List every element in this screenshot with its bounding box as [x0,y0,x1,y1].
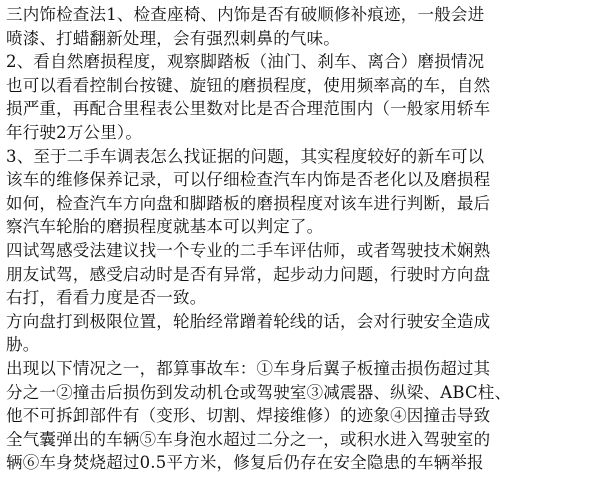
text-line: 损严重，再配合里程表公里数对比是否合理范围内（一般家用轿车 [6,99,491,119]
text-line: 如何，检查汽车方向盘和脚踏板的磨损程度对该车进行判断，最后 [6,193,491,213]
text-line: 3、至于二手车调表怎么找证据的问题，其实程度较好的新车可以 [6,146,485,166]
text-line: 胁。 [6,335,40,355]
text-line: 右打，看看力度是否一致。 [6,288,207,308]
text-line: 全气囊弹出的车辆⑤车身泡水超过二分之一，或积水进入驾驶室的 [6,429,491,449]
text-line: 辆⑥车身焚烧超过0.5平方米，修复后仍存在安全隐患的车辆举报 [6,453,484,473]
text-line: 他不可拆卸部件有（变形、切割、焊接维修）的迹象④因撞击导致 [6,406,491,426]
text-line: 2、看自然磨损程度，观察脚踏板（油门、刹车、离合）磨损情况 [6,52,485,72]
text-line: 四试驾感受法建议找一个专业的二手车评估师，或者驾驶技术娴熟 [6,240,491,260]
text-line: 察汽车轮胎的磨损程度就基本可以判定了。 [6,217,324,237]
text-line: 年行驶2万公里）。 [6,122,143,142]
text-line: 三内饰检查法1、检查座椅、内饰是否有破顺修补痕迹，一般会进 [6,5,485,24]
text-line: 也可以看看控制台按键、旋钮的磨损程度，使用频率高的车，自然 [6,75,491,95]
text-line: 喷漆、打蜡翻新处理，会有强烈刺鼻的气味。 [6,28,340,48]
text-line: 出现以下情况之一，都算事故车：①车身后翼子板撞击损伤超过其 [6,358,491,378]
text-line: 方向盘打到极限位置，轮胎经常蹭着轮线的话，会对行驶安全造成 [6,311,491,331]
text-line: 朋友试驾，感受启动时是否有异常，起步动力问题，行驶时方向盘 [6,264,491,284]
document-body [6,3,602,475]
text-line: 分之一②撞击后损伤到发动机仓或驾驶室③减震器、纵梁、ABC柱、 [6,382,512,402]
text-line: 该车的维修保养记录，可以仔细检查汽车内饰是否老化以及磨损程 [6,170,491,190]
